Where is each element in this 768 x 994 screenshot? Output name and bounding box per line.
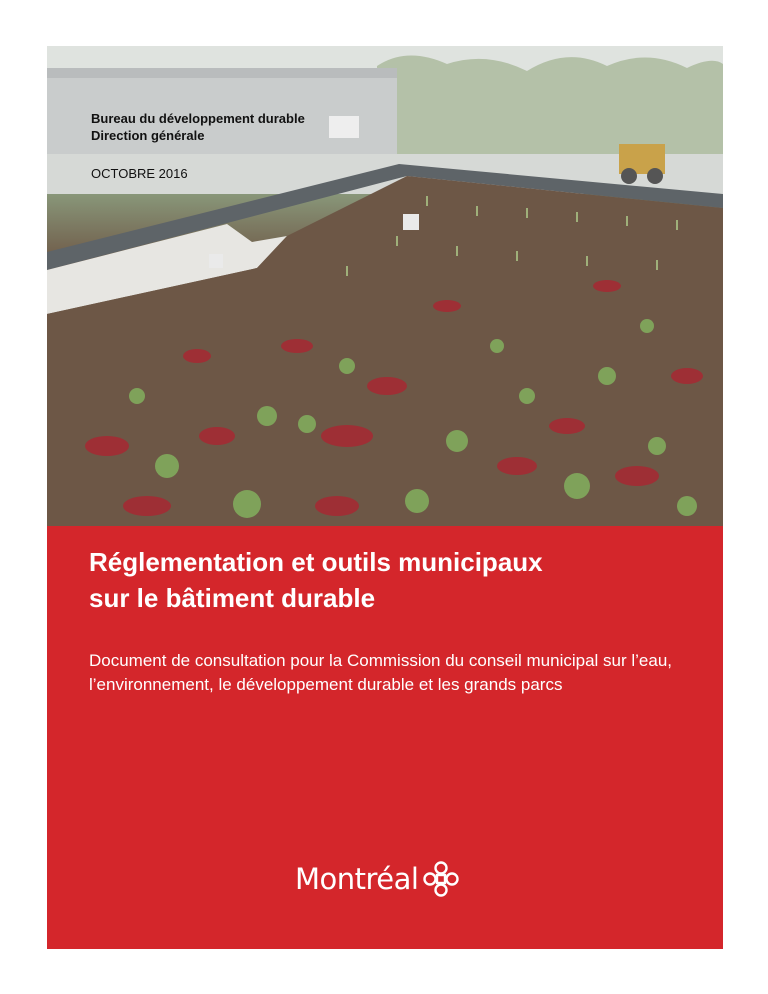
logo-wordmark: Montréal [295,862,419,896]
bureau-label: Bureau du développement durable [91,111,305,126]
header-info [91,110,305,181]
document-title [89,544,689,616]
cover-page [47,46,723,949]
publication-date: OCTOBRE 2016 [91,166,188,181]
title-line-1: Réglementation et outils municipaux [89,547,543,577]
document-subtitle: Document de consultation pour la Commission du conseil municipal sur l’eau, l’environnement, le développement durable et les grands parcs [89,651,673,694]
direction-label: Direction générale [91,128,205,143]
montreal-logo [295,860,460,898]
montreal-flower-icon [422,860,460,898]
title-band [47,526,723,949]
green-roof-photo [47,46,723,526]
title-line-2: sur le bâtiment durable [89,583,376,613]
